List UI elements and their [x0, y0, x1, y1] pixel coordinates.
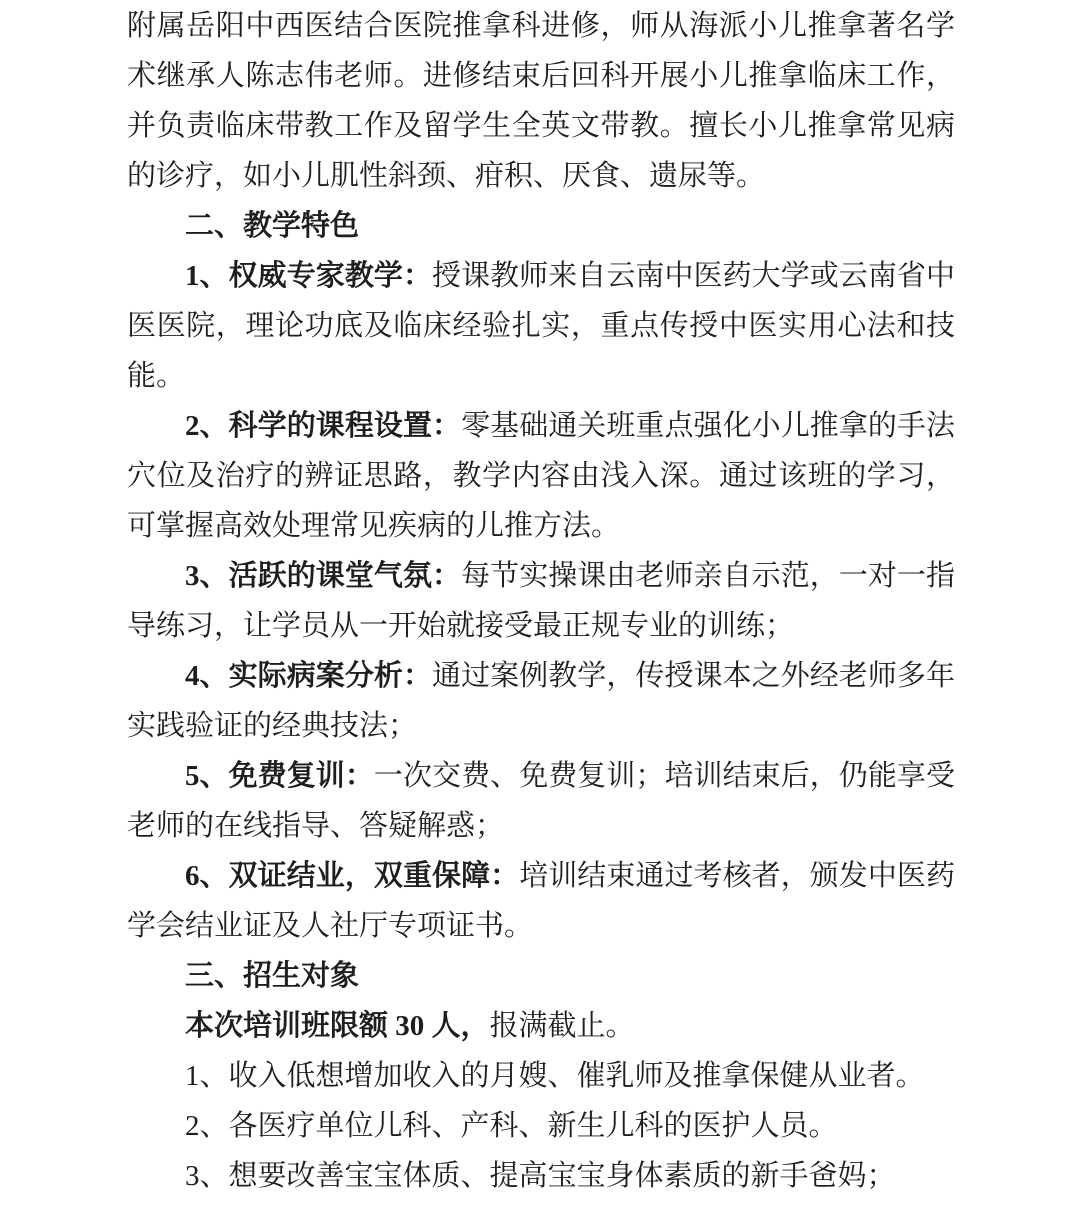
document-paragraph	[127, 851, 955, 951]
document-paragraph	[127, 651, 955, 751]
text-segment: 零基础通关班重点强化小儿推拿的手法穴位及治疗的辨证思路，教学内容由浅入深。通过该班的学习，可掌握高效处理常见疾病的儿推方法。	[127, 410, 955, 542]
bold-text-segment: 5、免费复训：	[185, 760, 374, 792]
bold-text-segment: 二、教学特色	[185, 210, 360, 242]
text-segment: 附属岳阳中西医结合医院推拿科进修，师从海派小儿推拿著名学术继承人陈志伟老师。进修结束后回科开展小儿推拿临床工作，并负责临床带教工作及留学生全英文带教。擅长小儿推拿常见病的诊疗，如小儿肌性斜颈、疳积、厌食、遗尿等。	[127, 10, 955, 192]
text-segment: 3、想要改善宝宝体质、提高宝宝身体素质的新手爸妈；	[185, 1160, 896, 1192]
bold-text-segment: 1、权威专家教学：	[185, 260, 433, 292]
bold-text-segment: 4、实际病案分析：	[185, 660, 433, 692]
text-segment: 2、各医疗单位儿科、产科、新生儿科的医护人员。	[185, 1110, 838, 1142]
bold-text-segment: 3、活跃的课堂气氛：	[185, 560, 462, 592]
document-paragraph	[127, 251, 955, 401]
section-heading	[127, 951, 955, 1001]
text-segment: 报满截止。	[489, 1010, 635, 1042]
document-paragraph	[127, 1101, 955, 1151]
text-segment: 一次交费、免费复训；培训结束后，仍能享受老师的在线指导、答疑解惑；	[127, 760, 955, 842]
document-paragraph	[127, 1151, 955, 1201]
text-segment: 每节实操课由老师亲自示范，一对一指导练习，让学员从一开始就接受最正规专业的训练；	[127, 560, 955, 642]
bold-text-segment: 三、招生对象	[185, 960, 360, 992]
section-heading	[127, 201, 955, 251]
text-segment: 授课教师来自云南中医药大学或云南省中医医院，理论功底及临床经验扎实，重点传授中医实用心法和技能。	[127, 260, 955, 392]
document-paragraph	[127, 1001, 955, 1051]
document-paragraph	[127, 401, 955, 551]
bold-text-segment: 本次培训班限额 30 人，	[185, 1010, 490, 1042]
document-paragraph	[127, 751, 955, 851]
document-body	[127, 1, 955, 1201]
bold-text-segment: 2、科学的课程设置：	[185, 410, 462, 442]
text-segment: 1、收入低想增加收入的月嫂、催乳师及推拿保健从业者。	[185, 1060, 925, 1092]
text-segment: 通过案例教学，传授课本之外经老师多年实践验证的经典技法；	[127, 660, 955, 742]
text-segment: 培训结束通过考核者，颁发中医药学会结业证及人社厅专项证书。	[127, 860, 955, 942]
document-paragraph	[127, 551, 955, 651]
bold-text-segment: 6、双证结业，双重保障：	[185, 860, 520, 892]
document-paragraph	[127, 1, 955, 201]
document-paragraph	[127, 1051, 955, 1101]
